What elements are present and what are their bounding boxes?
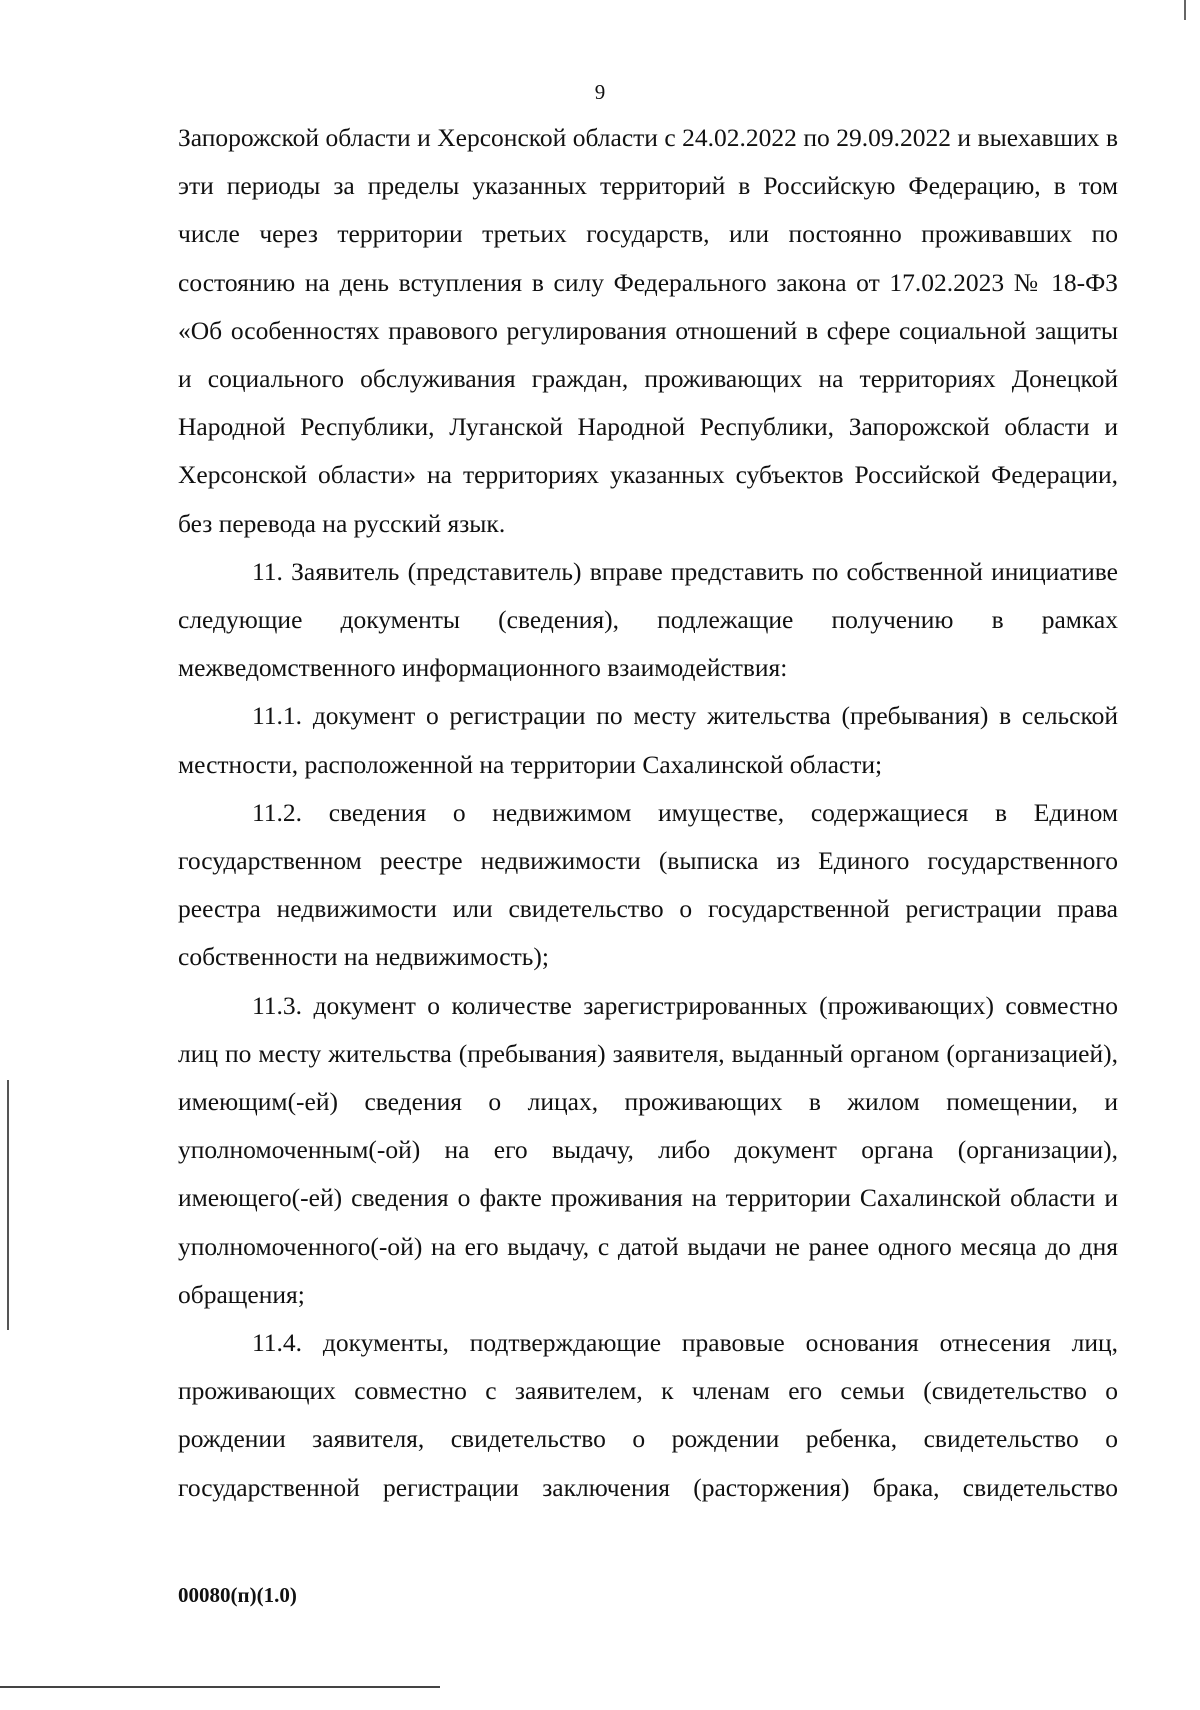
paragraph-11-2: 11.2. сведения о недвижимом имуществе, содержащиеся в Едином государственном реестре недвижимости (выписка из Единого государственного реестра недвижимости или свидетельство о государственной регистрации права собственности на недвижимость); [178, 797, 1118, 972]
paragraph-11-1: 11.1. документ о регистрации по месту жительства (пребывания) в сельской местности, расположенной на территории Сахалинской области; [178, 701, 1118, 779]
document-body [178, 114, 1118, 1512]
document-code: 00080(п)(1.0) [178, 1583, 297, 1607]
scan-edge-line [0, 1686, 440, 1688]
paragraph-continuation: Запорожской области и Херсонской области с 24.02.2022 по 29.09.2022 и выехавших в эти периоды за пределы указанных территорий в Российскую Федерацию, в том числе через территории третьих государств, или постоянно проживавших по состоянию на день вступления в силу Федерального закона от 17.02.2023 № 18-ФЗ «Об особенностях правового регулирования отношений в сфере социальной защиты и социального обслуживания граждан, проживающих на территориях Донецкой Народной Республики, Луганской Народной Республики, Запорожской области и Херсонской области» на территориях указанных субъектов Российской Федерации, без перевода на русский язык. [178, 123, 1118, 538]
scan-edge-line [1184, 0, 1186, 20]
paragraph-11-4: 11.4. документы, подтверждающие правовые основания отнесения лиц, проживающих совместно с заявителем, к членам его семьи (свидетельство о рождении заявителя, свидетельство о рождении ребенка, свидетельство о государственной регистрации заключения (расторжения) брака, свидетельство [178, 1328, 1118, 1502]
paragraph-11: 11. Заявитель (представитель) вправе представить по собственной инициативе следующие документы (сведения), подлежащие получению в рамках межведомственного информационного взаимодействия: [178, 556, 1118, 683]
page-number: 9 [594, 80, 606, 104]
paragraph-11-3: 11.3. документ о количестве зарегистрированных (проживающих) совместно лиц по месту жительства (пребывания) заявителя, выданный органом (организацией), имеющим(-ей) сведения о лицах, проживающих в жилом помещении, и уполномоченным(-ой) на его выдачу, либо документ органа (организации), имеющего(-ей) сведения о факте проживания на территории Сахалинской области и уполномоченного(-ой) на его выдачу, с датой выдачи не ранее одного месяца до дня обращения; [178, 990, 1118, 1309]
scan-edge-line [7, 1080, 9, 1330]
